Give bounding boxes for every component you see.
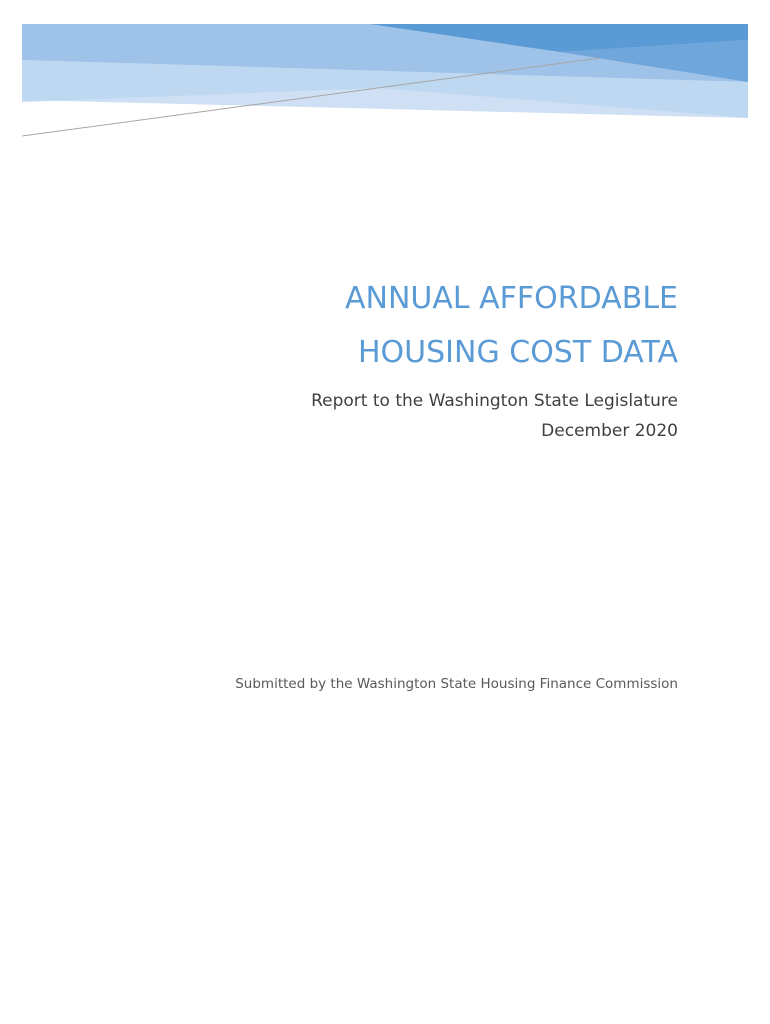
title-line-1: ANNUAL AFFORDABLE <box>345 281 678 316</box>
submitted-by-line: Submitted by the Washington State Housing Finance Commission <box>235 676 678 692</box>
title-line-2: HOUSING COST DATA <box>358 335 678 370</box>
header-banner-graphic <box>0 0 770 150</box>
subtitle-audience: Report to the Washington State Legislature <box>311 391 678 411</box>
report-subtitle <box>311 386 678 446</box>
report-title <box>345 272 678 380</box>
subtitle-date: December 2020 <box>541 421 678 441</box>
